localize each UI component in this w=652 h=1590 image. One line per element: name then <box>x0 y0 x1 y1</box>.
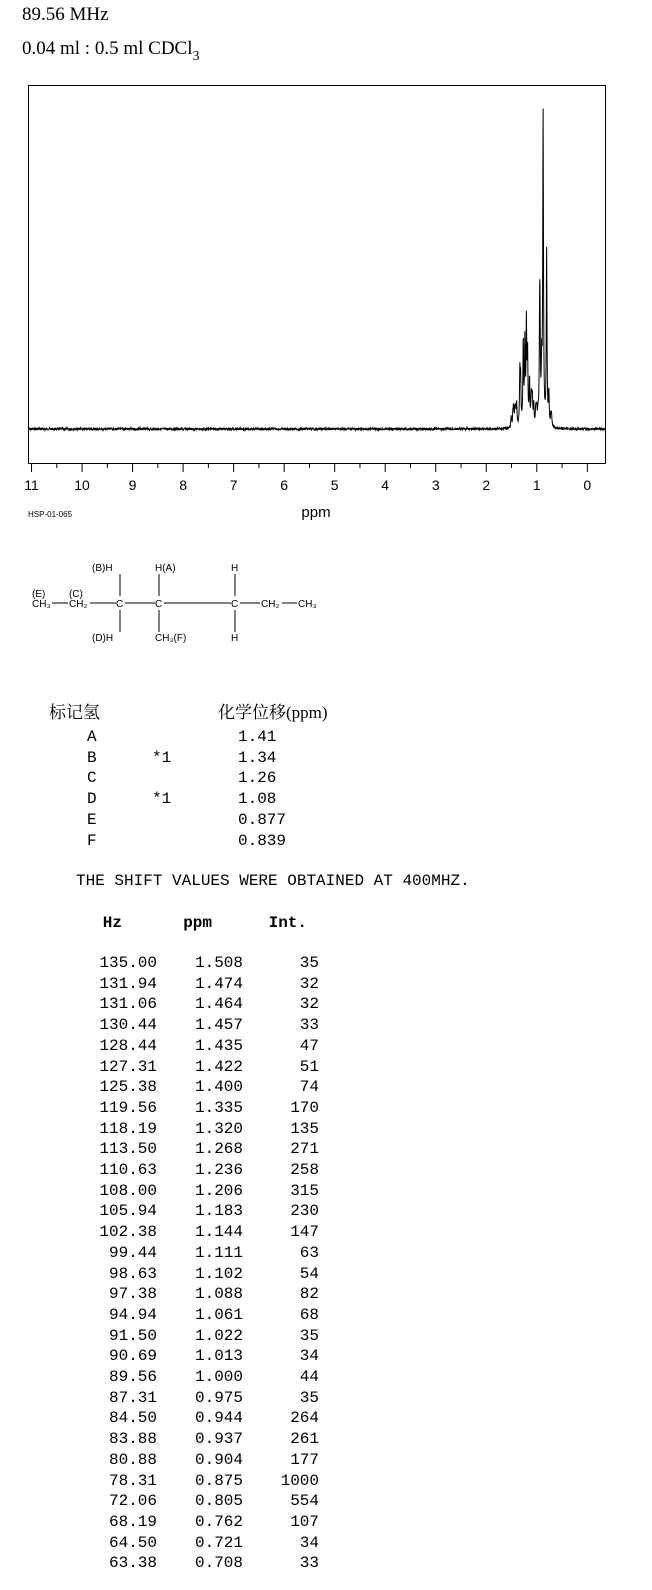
peak-ppm: 1.088 <box>194 1285 243 1304</box>
peak-hz: 130.44 <box>99 1016 157 1035</box>
peak-int: 264 <box>290 1409 319 1428</box>
peak-int: 107 <box>290 1512 319 1531</box>
assignment-note: *1 <box>152 790 172 809</box>
peak-ppm: 0.937 <box>194 1430 243 1449</box>
header-ppm: ppm <box>183 914 212 932</box>
nmr-spectrum-chart <box>0 80 652 530</box>
peak-hz: 63.38 <box>108 1554 157 1573</box>
atom-c2: C <box>155 599 163 610</box>
peak-ppm: 0.762 <box>194 1512 243 1531</box>
peak-ppm: 0.708 <box>194 1554 243 1573</box>
shift-note: THE SHIFT VALUES WERE OBTAINED AT 400MHZ. <box>76 872 470 890</box>
peak-ppm: 1.144 <box>194 1223 243 1242</box>
peak-ppm: 1.236 <box>194 1161 243 1179</box>
peak-hz: 113.50 <box>99 1140 157 1159</box>
peak-ppm: 0.975 <box>194 1388 243 1407</box>
peak-ppm: 1.335 <box>194 1098 243 1117</box>
sample-solvent <box>22 38 200 65</box>
assignment-shift: 1.41 <box>238 728 277 746</box>
x-tick-label: 2 <box>482 477 491 493</box>
label-e: (E) <box>32 589 46 600</box>
peak-ppm: 0.904 <box>194 1450 243 1469</box>
peak-hz: 80.88 <box>108 1450 157 1469</box>
solvent-subscript: 3 <box>192 49 200 64</box>
label-b-h: (B)H <box>92 563 113 574</box>
assignment-label: B <box>87 748 97 767</box>
peak-hz: 98.63 <box>108 1264 157 1283</box>
peak-hz: 68.19 <box>108 1512 157 1531</box>
peak-hz: 64.50 <box>108 1533 157 1552</box>
peak-ppm: 1.457 <box>194 1016 243 1035</box>
x-axis-ticks <box>32 463 588 472</box>
peak-hz: 128.44 <box>99 1036 157 1055</box>
peak-ppm: 0.944 <box>194 1409 243 1428</box>
x-tick-label: 1 <box>532 477 541 493</box>
peak-int: 82 <box>299 1285 319 1304</box>
peak-int: 554 <box>290 1492 319 1511</box>
peak-int: 35 <box>299 1326 319 1345</box>
assignment-shift: 0.839 <box>238 831 287 850</box>
atom-c1: C <box>116 599 124 610</box>
spectrum-trace <box>29 109 605 431</box>
assignment-label-header: 标记氢 <box>49 703 100 722</box>
peak-ppm: 1.464 <box>194 995 243 1014</box>
peak-hz: 72.06 <box>108 1492 157 1511</box>
peak-ppm: 1.102 <box>194 1264 243 1283</box>
x-tick-label: 11 <box>24 477 39 493</box>
peak-int: 170 <box>290 1098 319 1117</box>
peak-hz: 89.56 <box>108 1368 157 1386</box>
x-tick-label: 10 <box>74 477 90 493</box>
peak-ppm: 1.206 <box>194 1181 243 1200</box>
peak-ppm: 1.013 <box>194 1347 243 1366</box>
x-tick-label: 6 <box>280 477 289 493</box>
peak-int: 33 <box>299 1016 319 1035</box>
molecular-structure <box>28 562 348 652</box>
peak-hz: 127.31 <box>99 1057 157 1076</box>
assignment-shift-header: 化学位移(ppm) <box>218 703 328 722</box>
label-d-h: (D)H <box>92 633 114 644</box>
peak-hz: 91.50 <box>108 1326 157 1345</box>
assignment-shift: 1.26 <box>238 769 277 788</box>
peak-ppm: 1.508 <box>194 954 243 972</box>
solvent-text: 0.04 ml : 0.5 ml CDCl <box>22 38 193 59</box>
peak-ppm: 1.061 <box>194 1305 243 1324</box>
peak-int: 68 <box>299 1305 319 1324</box>
label-a-h: H(A) <box>155 563 176 574</box>
peak-int: 271 <box>290 1140 319 1159</box>
peak-hz: 102.38 <box>99 1223 157 1242</box>
assignment-label: A <box>87 728 97 746</box>
peak-hz: 131.06 <box>99 995 157 1014</box>
peak-int: 54 <box>299 1264 319 1283</box>
peak-int: 35 <box>299 1388 319 1407</box>
peak-hz: 90.69 <box>108 1347 157 1366</box>
peak-int: 32 <box>299 974 319 993</box>
peak-hz: 131.94 <box>99 974 157 993</box>
label-h-bottom: H <box>231 633 239 644</box>
assignment-label: C <box>87 769 97 788</box>
assignment-label: E <box>87 810 97 829</box>
peak-int: 147 <box>290 1223 319 1242</box>
peak-ppm: 1.268 <box>194 1140 243 1159</box>
x-tick-label: 3 <box>431 477 440 493</box>
peak-hz: 118.19 <box>99 1119 157 1138</box>
peak-int: 44 <box>299 1368 319 1386</box>
spectrum-code: HSP-01-065 <box>28 510 73 519</box>
peak-ppm: 1.320 <box>194 1119 243 1138</box>
atom-c3: C <box>231 599 239 610</box>
peak-ppm: 1.111 <box>194 1243 243 1262</box>
peak-int: 47 <box>299 1036 319 1055</box>
assignment-label: D <box>87 790 97 809</box>
peak-hz: 87.31 <box>108 1388 157 1407</box>
header-int: Int. <box>268 914 307 932</box>
peak-hz: 97.38 <box>108 1285 157 1304</box>
group-ch3-f: CH₃(F) <box>155 633 187 644</box>
label-c: (C) <box>69 589 83 600</box>
x-tick-label: 9 <box>128 477 137 493</box>
peak-int: 32 <box>299 995 319 1014</box>
peak-int: 230 <box>290 1202 319 1221</box>
peak-int: 63 <box>299 1243 319 1262</box>
x-axis-tick-labels <box>24 477 591 493</box>
peak-ppm: 1.000 <box>194 1368 243 1386</box>
group-ch3-right: CH₃ <box>298 599 317 610</box>
assignment-shift: 1.08 <box>238 790 277 809</box>
x-tick-label: 4 <box>381 477 390 493</box>
assignment-shift: 0.877 <box>238 810 287 829</box>
x-tick-label: 5 <box>330 477 339 493</box>
peak-hz: 84.50 <box>108 1409 157 1428</box>
peak-ppm: 1.422 <box>194 1057 243 1076</box>
peak-hz: 119.56 <box>99 1098 157 1117</box>
peak-ppm: 1.474 <box>194 974 243 993</box>
peak-hz: 135.00 <box>99 954 157 972</box>
x-tick-label: 8 <box>179 477 188 493</box>
peak-int: 315 <box>290 1181 319 1200</box>
peak-int: 34 <box>299 1533 319 1552</box>
peak-int: 258 <box>290 1161 319 1179</box>
peak-hz: 110.63 <box>99 1161 157 1179</box>
peak-hz: 94.94 <box>108 1305 157 1324</box>
peak-int: 51 <box>299 1057 319 1076</box>
peak-ppm: 1.022 <box>194 1326 243 1345</box>
x-tick-label: 7 <box>229 477 238 493</box>
peak-int: 177 <box>290 1450 319 1469</box>
x-tick-label: 0 <box>583 477 592 493</box>
peak-int: 33 <box>299 1554 319 1573</box>
assignment-note: *1 <box>152 748 172 767</box>
peak-int: 74 <box>299 1078 319 1097</box>
peak-hz: 78.31 <box>108 1471 157 1490</box>
peak-int: 135 <box>290 1119 319 1138</box>
group-ch2-right: CH₂ <box>261 599 280 610</box>
peak-ppm: 1.183 <box>194 1202 243 1221</box>
group-ch3-left: CH₃ <box>32 599 51 610</box>
peak-int: 34 <box>299 1347 319 1366</box>
x-axis-label: ppm <box>301 504 331 521</box>
header-hz: Hz <box>102 914 122 932</box>
spectrometer-frequency: 89.56 MHz <box>22 4 109 25</box>
peak-ppm: 0.875 <box>194 1471 243 1490</box>
group-ch2-left: CH₂ <box>69 599 88 610</box>
peak-hz: 83.88 <box>108 1430 157 1449</box>
label-h-top: H <box>231 563 239 574</box>
peak-ppm: 0.721 <box>194 1533 243 1552</box>
peak-ppm: 1.400 <box>194 1078 243 1097</box>
peak-hz: 105.94 <box>99 1202 157 1221</box>
peak-ppm: 1.435 <box>194 1036 243 1055</box>
peak-hz: 108.00 <box>99 1181 157 1200</box>
assignment-shift: 1.34 <box>238 748 277 767</box>
peak-hz: 99.44 <box>108 1243 157 1262</box>
peak-int: 1000 <box>280 1471 319 1490</box>
peak-ppm: 0.805 <box>194 1492 243 1511</box>
assignment-label: F <box>87 831 97 850</box>
peak-int: 261 <box>290 1430 319 1449</box>
peak-hz: 125.38 <box>99 1078 157 1097</box>
peak-int: 35 <box>299 954 319 972</box>
